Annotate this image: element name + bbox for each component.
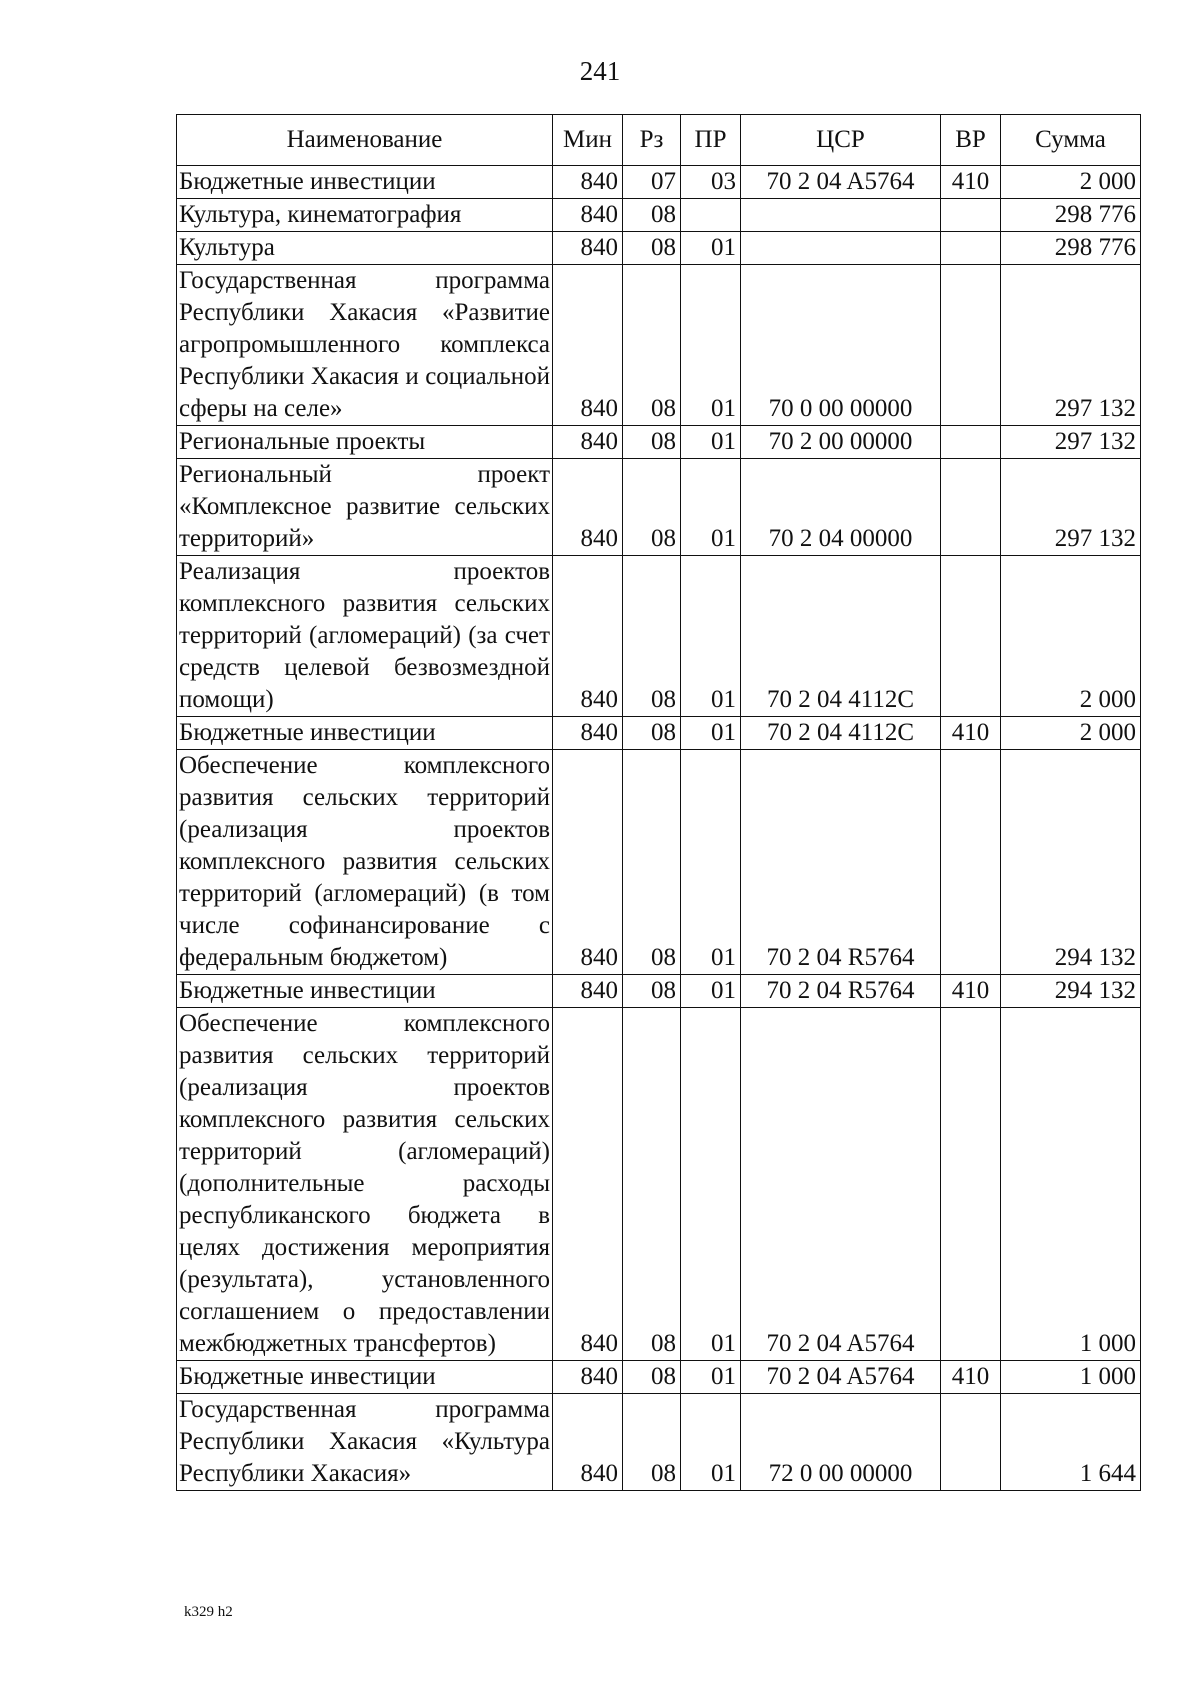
row-vr: 410 bbox=[941, 975, 1001, 1008]
row-pr: 01 bbox=[681, 717, 741, 750]
row-vr bbox=[941, 750, 1001, 975]
row-min: 840 bbox=[553, 750, 623, 975]
row-sum: 2 000 bbox=[1001, 556, 1141, 717]
row-csr: 70 2 04 A5764 bbox=[741, 1008, 941, 1361]
row-pr: 01 bbox=[681, 1394, 741, 1491]
row-min: 840 bbox=[553, 717, 623, 750]
row-min: 840 bbox=[553, 166, 623, 199]
header-csr: ЦСР bbox=[741, 115, 941, 166]
row-min: 840 bbox=[553, 199, 623, 232]
row-sum: 298 776 bbox=[1001, 232, 1141, 265]
row-rz: 08 bbox=[623, 717, 681, 750]
row-sum: 297 132 bbox=[1001, 265, 1141, 426]
row-rz: 08 bbox=[623, 750, 681, 975]
row-pr: 01 bbox=[681, 750, 741, 975]
table-row bbox=[177, 199, 1141, 232]
row-name: Обеспечение комплексного развития сельских территорий (реализация проектов комплексного развития сельских территорий (агломераций) (в том числе софинансирование с федеральным бюджетом) bbox=[177, 750, 553, 975]
table-row bbox=[177, 1008, 1141, 1361]
row-rz: 08 bbox=[623, 426, 681, 459]
row-name: Бюджетные инвестиции bbox=[177, 1361, 553, 1394]
row-rz: 08 bbox=[623, 1361, 681, 1394]
table-row bbox=[177, 265, 1141, 426]
row-min: 840 bbox=[553, 426, 623, 459]
row-pr: 01 bbox=[681, 232, 741, 265]
row-min: 840 bbox=[553, 232, 623, 265]
row-rz: 08 bbox=[623, 232, 681, 265]
row-vr bbox=[941, 459, 1001, 556]
row-min: 840 bbox=[553, 1008, 623, 1361]
row-sum: 1 000 bbox=[1001, 1008, 1141, 1361]
row-min: 840 bbox=[553, 1394, 623, 1491]
row-csr: 70 2 04 R5764 bbox=[741, 750, 941, 975]
row-pr bbox=[681, 199, 741, 232]
row-csr: 70 0 00 00000 bbox=[741, 265, 941, 426]
row-csr: 70 2 00 00000 bbox=[741, 426, 941, 459]
row-rz: 08 bbox=[623, 975, 681, 1008]
row-rz: 08 bbox=[623, 459, 681, 556]
row-rz: 08 bbox=[623, 265, 681, 426]
row-name: Государственная программа Республики Хакасия «Культура Республики Хакасия» bbox=[177, 1394, 553, 1491]
row-rz: 08 bbox=[623, 1394, 681, 1491]
row-rz: 08 bbox=[623, 199, 681, 232]
row-name: Бюджетные инвестиции bbox=[177, 166, 553, 199]
table-row bbox=[177, 166, 1141, 199]
table-row bbox=[177, 232, 1141, 265]
header-pr: ПР bbox=[681, 115, 741, 166]
table-row bbox=[177, 1394, 1141, 1491]
table-row bbox=[177, 556, 1141, 717]
row-vr: 410 bbox=[941, 717, 1001, 750]
row-vr: 410 bbox=[941, 166, 1001, 199]
row-sum: 2 000 bbox=[1001, 717, 1141, 750]
page-number: 241 bbox=[579, 56, 621, 86]
row-pr: 01 bbox=[681, 459, 741, 556]
row-min: 840 bbox=[553, 975, 623, 1008]
row-min: 840 bbox=[553, 556, 623, 717]
budget-table bbox=[176, 114, 1141, 1491]
row-sum: 1 644 bbox=[1001, 1394, 1141, 1491]
row-pr: 01 bbox=[681, 265, 741, 426]
header-sum: Сумма bbox=[1001, 115, 1141, 166]
row-name: Обеспечение комплексного развития сельских территорий (реализация проектов комплексного развития сельских территорий (агломераций) (дополнительные расходы республиканского бюджета в целях достижения мероприятия (результата), установленного соглашением о предоставлении межбюджетных трансфертов) bbox=[177, 1008, 553, 1361]
footer-code: k329 h2 bbox=[184, 1604, 233, 1620]
row-vr bbox=[941, 199, 1001, 232]
row-rz: 08 bbox=[623, 1008, 681, 1361]
table-row bbox=[177, 750, 1141, 975]
row-name: Культура bbox=[177, 232, 553, 265]
row-pr: 03 bbox=[681, 166, 741, 199]
row-pr: 01 bbox=[681, 426, 741, 459]
row-vr bbox=[941, 426, 1001, 459]
row-rz: 08 bbox=[623, 556, 681, 717]
row-pr: 01 bbox=[681, 556, 741, 717]
header-name: Наименование bbox=[177, 115, 553, 166]
table-row bbox=[177, 1361, 1141, 1394]
row-vr bbox=[941, 1394, 1001, 1491]
row-csr: 70 2 04 00000 bbox=[741, 459, 941, 556]
row-sum: 2 000 bbox=[1001, 166, 1141, 199]
row-vr bbox=[941, 556, 1001, 717]
row-csr: 72 0 00 00000 bbox=[741, 1394, 941, 1491]
row-csr: 70 2 04 R5764 bbox=[741, 975, 941, 1008]
row-csr: 70 2 04 4112C bbox=[741, 556, 941, 717]
table-row bbox=[177, 459, 1141, 556]
row-sum: 297 132 bbox=[1001, 459, 1141, 556]
row-csr: 70 2 04 A5764 bbox=[741, 1361, 941, 1394]
row-name: Региональные проекты bbox=[177, 426, 553, 459]
row-csr: 70 2 04 A5764 bbox=[741, 166, 941, 199]
row-vr bbox=[941, 265, 1001, 426]
header-vr: ВР bbox=[941, 115, 1001, 166]
row-min: 840 bbox=[553, 265, 623, 426]
header-rz: Рз bbox=[623, 115, 681, 166]
row-vr bbox=[941, 1008, 1001, 1361]
row-name: Бюджетные инвестиции bbox=[177, 975, 553, 1008]
row-pr: 01 bbox=[681, 1361, 741, 1394]
row-min: 840 bbox=[553, 1361, 623, 1394]
table-row bbox=[177, 426, 1141, 459]
row-vr bbox=[941, 232, 1001, 265]
row-min: 840 bbox=[553, 459, 623, 556]
row-name: Региональный проект «Комплексное развитие сельских территорий» bbox=[177, 459, 553, 556]
row-name: Бюджетные инвестиции bbox=[177, 717, 553, 750]
row-pr: 01 bbox=[681, 1008, 741, 1361]
row-vr: 410 bbox=[941, 1361, 1001, 1394]
row-csr bbox=[741, 199, 941, 232]
header-min: Мин bbox=[553, 115, 623, 166]
row-sum: 1 000 bbox=[1001, 1361, 1141, 1394]
row-sum: 297 132 bbox=[1001, 426, 1141, 459]
row-sum: 294 132 bbox=[1001, 975, 1141, 1008]
row-sum: 298 776 bbox=[1001, 199, 1141, 232]
table-header-row bbox=[177, 115, 1141, 166]
row-name: Реализация проектов комплексного развития сельских территорий (агломераций) (за счет средств целевой безвозмездной помощи) bbox=[177, 556, 553, 717]
table-row bbox=[177, 717, 1141, 750]
table-row bbox=[177, 975, 1141, 1008]
row-rz: 07 bbox=[623, 166, 681, 199]
row-name: Государственная программа Республики Хакасия «Развитие агропромышленного комплекса Республики Хакасия и социальной сферы на селе» bbox=[177, 265, 553, 426]
row-pr: 01 bbox=[681, 975, 741, 1008]
row-csr: 70 2 04 4112C bbox=[741, 717, 941, 750]
row-csr bbox=[741, 232, 941, 265]
row-sum: 294 132 bbox=[1001, 750, 1141, 975]
row-name: Культура, кинематография bbox=[177, 199, 553, 232]
